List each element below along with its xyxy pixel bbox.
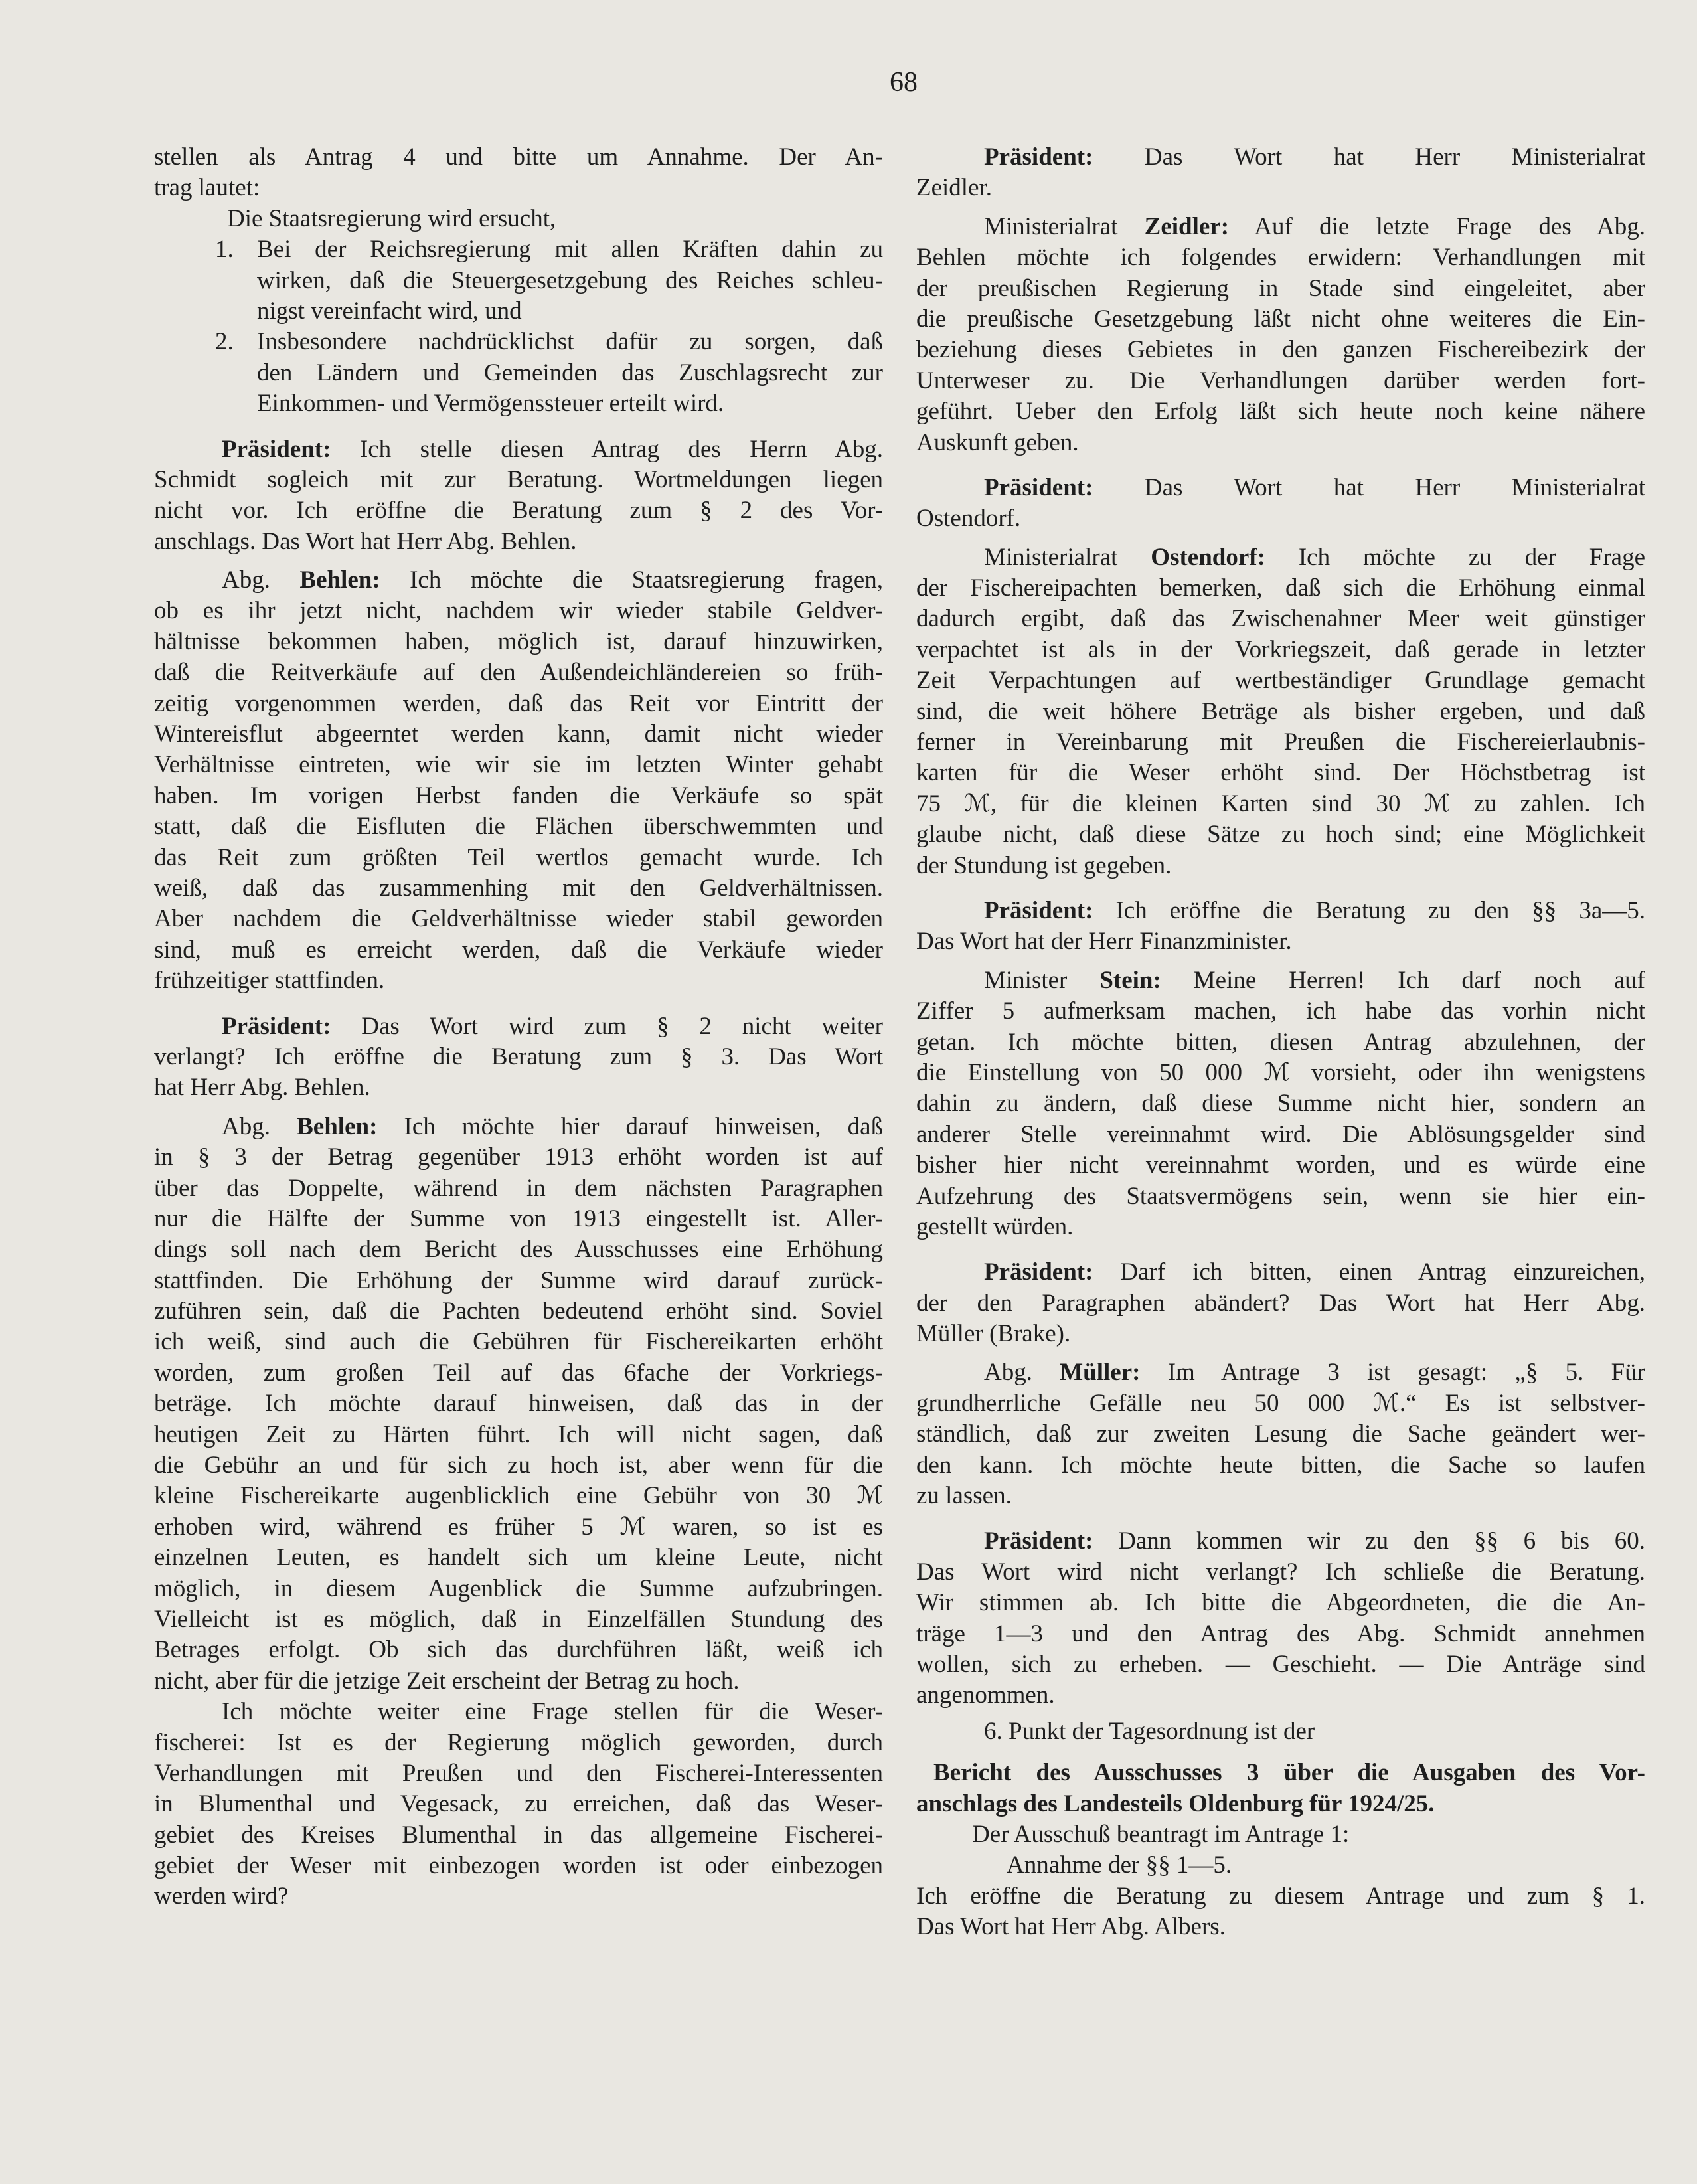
line-text: Aber nachdem die Geldverhältnisse wieder stabil geworden bbox=[154, 905, 883, 933]
text-line bbox=[916, 1557, 1645, 1588]
line-text: Auskunft geben. bbox=[916, 428, 1079, 456]
text-line bbox=[154, 465, 883, 495]
text-line bbox=[916, 274, 1645, 304]
speaker-name: Präsident: bbox=[222, 1012, 331, 1040]
line-text: angenommen. bbox=[916, 1681, 1055, 1709]
line-text: worden, zum großen Teil auf das 6fache der Vorkriegs- bbox=[154, 1359, 883, 1386]
speaker-title: Abg. bbox=[984, 1359, 1060, 1386]
text-line bbox=[916, 665, 1645, 696]
list-number: 2. bbox=[215, 328, 234, 356]
text-line bbox=[154, 1327, 883, 1357]
text-line bbox=[154, 689, 883, 719]
speaker-name: Präsident: bbox=[984, 896, 1093, 924]
text-line bbox=[154, 1512, 883, 1543]
speech-paragraph bbox=[916, 473, 1645, 535]
line-text: die preußische Gesetzgebung läßt nicht ohne weiteres die Ein- bbox=[916, 305, 1645, 333]
line-text: Das Wort wird nicht verlangt? Ich schließe die Beratung. bbox=[916, 1558, 1645, 1586]
line-text: Die Staatsregierung wird ersucht, bbox=[227, 205, 556, 232]
text-line bbox=[154, 358, 883, 388]
line-text: daß die Reitverkäufe auf den Außendeichländereien so früh- bbox=[154, 659, 883, 687]
speaker-name: Präsident: bbox=[984, 1258, 1093, 1286]
text-line bbox=[154, 935, 883, 966]
paragraph bbox=[154, 204, 883, 234]
text-line bbox=[916, 304, 1645, 335]
text-line bbox=[916, 1027, 1645, 1058]
line-text: einzelnen Leuten, es handelt sich um kleine Leute, nicht bbox=[154, 1544, 883, 1572]
paragraph bbox=[916, 1819, 1645, 1850]
text-line bbox=[916, 1419, 1645, 1450]
speech-paragraph bbox=[154, 565, 883, 996]
text-line bbox=[154, 657, 883, 688]
speaker-title: Ministerialrat bbox=[984, 212, 1145, 240]
text-line bbox=[154, 1697, 883, 1727]
line-text: erhoben wird, während es früher 5 ℳ waren, so ist es bbox=[154, 1513, 883, 1541]
text-line bbox=[154, 1204, 883, 1234]
speech-paragraph bbox=[916, 1357, 1645, 1511]
text-line bbox=[154, 1266, 883, 1296]
speaker-name: Ostendorf: bbox=[1151, 543, 1265, 571]
text-line bbox=[916, 926, 1645, 957]
text-line bbox=[154, 1420, 883, 1450]
speaker-name: Behlen: bbox=[299, 566, 380, 594]
line-text: Schmidt sogleich mit zur Beratung. Wortmeldungen liegen bbox=[154, 465, 883, 493]
paragraph bbox=[916, 1717, 1645, 1747]
line-text: weiß, daß das zusammenhing mit den Geldverhältnissen. bbox=[154, 874, 883, 902]
text-line bbox=[154, 173, 883, 203]
line-text: werden wird? bbox=[154, 1883, 289, 1910]
line-text: Unterweser zu. Die Verhandlungen darüber werden fort- bbox=[916, 367, 1645, 394]
paragraph bbox=[916, 1881, 1645, 1943]
paragraph bbox=[154, 327, 883, 419]
text-line bbox=[916, 1481, 1645, 1511]
text-line bbox=[916, 1789, 1645, 1819]
line-text: der preußischen Regierung in Stade sind eingeleitet, aber bbox=[916, 274, 1645, 302]
line-text: Ich eröffne die Beratung zu diesem Antrage und zum § 1. bbox=[916, 1882, 1645, 1910]
line-text: geführt. Ueber den Erfolg läßt sich heute noch keine nähere bbox=[916, 398, 1645, 426]
line-text: Dann kommen wir zu den §§ 6 bis 60. bbox=[1093, 1527, 1645, 1555]
line-text: Im Antrage 3 ist gesagt: „§ 5. Für bbox=[1140, 1359, 1645, 1386]
line-text: Wir stimmen ab. Ich bitte die Abgeordneten, die die An- bbox=[916, 1589, 1645, 1617]
text-line bbox=[916, 1319, 1645, 1349]
line-text: statt, daß die Eisfluten die Flächen überschwemmten und bbox=[154, 813, 883, 841]
text-line bbox=[916, 789, 1645, 819]
text-line bbox=[154, 1543, 883, 1573]
line-text: anschlags des Landesteils Oldenburg für 1924/25. bbox=[916, 1790, 1435, 1817]
line-text: den kann. Ich möchte heute bitten, die Sache so laufen bbox=[916, 1451, 1645, 1479]
text-line bbox=[916, 1912, 1645, 1942]
line-text: Ziffer 5 aufmerksam machen, ich habe das vorhin nicht bbox=[916, 997, 1645, 1025]
line-text: beziehung dieses Gebietes in den ganzen Fischereibezirk der bbox=[916, 336, 1645, 364]
text-line bbox=[916, 1819, 1645, 1850]
text-line bbox=[916, 142, 1645, 173]
text-line bbox=[154, 527, 883, 557]
line-text: Das Wort hat Herr Ministerialrat bbox=[1093, 143, 1645, 171]
line-text: 6. Punkt der Tagesordnung ist der bbox=[984, 1717, 1315, 1745]
text-line bbox=[154, 627, 883, 657]
text-line bbox=[916, 1526, 1645, 1556]
text-line bbox=[916, 819, 1645, 850]
speaker-title: Ministerialrat bbox=[984, 543, 1151, 571]
text-line bbox=[916, 851, 1645, 881]
line-text: hat Herr Abg. Behlen. bbox=[154, 1074, 370, 1102]
line-text: frühzeitiger stattfinden. bbox=[154, 967, 385, 995]
line-text: Zeit Verpachtungen auf wertbeständiger Grundlage gemacht bbox=[916, 667, 1645, 695]
line-text: Müller (Brake). bbox=[916, 1320, 1071, 1348]
line-text: Das Wort wird zum § 2 nicht weiter bbox=[331, 1012, 883, 1040]
text-line bbox=[916, 1717, 1645, 1747]
text-line bbox=[916, 173, 1645, 203]
speaker-title: Minister bbox=[984, 966, 1100, 994]
text-line bbox=[916, 1212, 1645, 1242]
speaker-title: Abg. bbox=[222, 566, 300, 594]
line-text: Behlen möchte ich folgendes erwidern: Verhandlungen mit bbox=[916, 244, 1645, 272]
text-line bbox=[916, 996, 1645, 1027]
line-text: sind, die weit höhere Beträge als bisher ergeben, und daß bbox=[916, 697, 1645, 725]
line-text: in § 3 der Betrag gegenüber 1913 erhöht worden ist auf bbox=[154, 1143, 883, 1171]
text-line bbox=[154, 1851, 883, 1881]
speaker-name: Stein: bbox=[1099, 966, 1161, 994]
text-line bbox=[154, 750, 883, 780]
text-line bbox=[154, 234, 883, 265]
text-line bbox=[154, 1820, 883, 1851]
line-text: Aufzehrung des Staatsvermögens sein, wenn sie hier ein- bbox=[916, 1182, 1645, 1210]
text-line bbox=[154, 843, 883, 873]
line-text: den Ländern und Gemeinden das Zuschlagsrecht zur bbox=[257, 359, 883, 386]
speech-paragraph bbox=[916, 896, 1645, 958]
line-text: Ich eröffne die Beratung zu den §§ 3a—5. bbox=[1093, 896, 1645, 924]
text-line bbox=[154, 1358, 883, 1388]
text-line bbox=[154, 1789, 883, 1819]
text-line bbox=[154, 1042, 883, 1072]
text-line bbox=[154, 904, 883, 934]
line-text: möglich, in diesem Augenblick die Summe aufzubringen. bbox=[154, 1574, 883, 1602]
line-text: Bericht des Ausschusses 3 über die Ausgaben des Vor- bbox=[933, 1759, 1645, 1787]
text-line bbox=[154, 1481, 883, 1511]
text-line bbox=[916, 1357, 1645, 1388]
text-line bbox=[916, 1058, 1645, 1088]
line-text: zuführen sein, daß die Pachten bedeutend erhöht sind. Soviel bbox=[154, 1298, 883, 1325]
line-text: Das Wort hat Herr Ministerialrat bbox=[1093, 473, 1645, 501]
text-line bbox=[154, 1604, 883, 1635]
line-text: Ich möchte hier darauf hinweisen, daß bbox=[377, 1112, 883, 1140]
text-line bbox=[154, 266, 883, 296]
text-line bbox=[154, 1881, 883, 1912]
text-line bbox=[916, 1649, 1645, 1680]
line-text: Zeidler. bbox=[916, 174, 993, 202]
text-line bbox=[916, 896, 1645, 926]
text-line bbox=[154, 1112, 883, 1142]
speech-paragraph bbox=[916, 1526, 1645, 1711]
line-text: sind, muß es erreicht werden, daß die Verkäufe wieder bbox=[154, 936, 883, 964]
line-text: stellen als Antrag 4 und bitte um Annahme. Der An- bbox=[154, 143, 883, 171]
text-line bbox=[916, 697, 1645, 727]
text-line bbox=[154, 811, 883, 842]
text-line bbox=[916, 1120, 1645, 1150]
text-line bbox=[916, 1758, 1645, 1788]
line-text: die Einstellung von 50 000 ℳ vorsieht, oder ihn wenigstens bbox=[916, 1058, 1645, 1086]
text-line bbox=[154, 1666, 883, 1697]
line-text: verpachtet ist als in der Vorkriegszeit, daß gerade in letzter bbox=[916, 635, 1645, 663]
right-column bbox=[916, 142, 1645, 1942]
text-line bbox=[916, 1288, 1645, 1319]
line-text: 75 ℳ, für die kleinen Karten sind 30 ℳ zu zahlen. Ich bbox=[916, 790, 1645, 817]
text-line bbox=[154, 966, 883, 996]
line-text: der Stundung ist gegeben. bbox=[916, 851, 1172, 879]
line-text: glaube nicht, daß diese Sätze zu hoch sind; eine Möglichkeit bbox=[916, 821, 1645, 849]
text-line bbox=[916, 1257, 1645, 1288]
line-text: ferner in Vereinbarung mit Preußen die Fischereierlaubnis- bbox=[916, 728, 1645, 756]
line-text: Auf die letzte Frage des Abg. bbox=[1229, 212, 1646, 240]
text-line bbox=[916, 1850, 1645, 1881]
text-line bbox=[154, 388, 883, 419]
text-line bbox=[916, 1619, 1645, 1649]
left-column bbox=[154, 142, 883, 1912]
line-text: gebiet der Weser mit einbezogen worden ist oder einbezogen bbox=[154, 1852, 883, 1880]
text-line bbox=[916, 366, 1645, 396]
line-text: fischerei: Ist es der Regierung möglich geworden, durch bbox=[154, 1728, 883, 1756]
text-line bbox=[916, 1088, 1645, 1119]
text-line bbox=[916, 966, 1645, 996]
text-line bbox=[154, 1142, 883, 1173]
text-line bbox=[154, 327, 883, 357]
line-text: Der Ausschuß beantragt im Antrage 1: bbox=[972, 1820, 1350, 1848]
line-text: nicht vor. Ich eröffne die Beratung zum § 2 des Vor- bbox=[154, 497, 883, 525]
speaker-name: Präsident: bbox=[984, 473, 1093, 501]
text-line bbox=[154, 873, 883, 904]
text-line bbox=[916, 503, 1645, 534]
line-text: dahin zu ändern, daß diese Summe nicht hier, sondern an bbox=[916, 1090, 1645, 1118]
text-line bbox=[916, 1388, 1645, 1419]
text-line bbox=[154, 1450, 883, 1481]
line-text: träge 1—3 und den Antrag des Abg. Schmidt annehmen bbox=[916, 1620, 1645, 1647]
line-text: Ich möchte weiter eine Frage stellen für die Weser- bbox=[222, 1698, 883, 1726]
speaker-name: Präsident: bbox=[984, 143, 1093, 171]
line-text: nigst vereinfacht wird, und bbox=[257, 297, 522, 325]
speech-paragraph bbox=[154, 1011, 883, 1104]
line-text: Vielleicht ist es möglich, daß in Einzelfällen Stundung des bbox=[154, 1605, 883, 1633]
text-line bbox=[916, 473, 1645, 503]
paragraph bbox=[154, 1697, 883, 1912]
text-line bbox=[916, 573, 1645, 604]
list-number: 1. bbox=[215, 236, 234, 264]
text-line bbox=[916, 428, 1645, 458]
line-text: gebiet des Kreises Blumenthal in das allgemeine Fischerei- bbox=[154, 1821, 883, 1849]
line-text: ob es ihr jetzt nicht, nachdem wir wieder stabile Geldver- bbox=[154, 597, 883, 625]
text-line bbox=[154, 1388, 883, 1419]
paragraph bbox=[154, 234, 883, 327]
line-text: grundherrliche Gefälle neu 50 000 ℳ.“ Es ist selbstver- bbox=[916, 1389, 1645, 1417]
text-line bbox=[154, 719, 883, 750]
text-line bbox=[154, 1635, 883, 1665]
text-line bbox=[154, 596, 883, 626]
speech-paragraph bbox=[916, 212, 1645, 458]
text-line bbox=[916, 335, 1645, 365]
text-line bbox=[916, 758, 1645, 788]
line-text: dings soll nach dem Bericht des Ausschusses eine Erhöhung bbox=[154, 1236, 883, 1264]
line-text: in Blumenthal und Vegesack, zu erreichen, daß das Weser- bbox=[154, 1790, 883, 1818]
line-text: gestellt würden. bbox=[916, 1213, 1074, 1240]
line-text: das Reit zum größten Teil wertlos gemacht wurde. Ich bbox=[154, 843, 883, 871]
speech-paragraph bbox=[916, 1257, 1645, 1349]
paragraph bbox=[916, 1758, 1645, 1819]
line-text: anderer Stelle vereinnahmt wird. Die Ablösungsgelder sind bbox=[916, 1120, 1645, 1148]
line-text: die Gebühr an und für sich zu hoch ist, aber wenn für die bbox=[154, 1452, 883, 1479]
paragraph bbox=[916, 1850, 1645, 1881]
line-text: verlangt? Ich eröffne die Beratung zum § 3. Das Wort bbox=[154, 1043, 883, 1070]
text-line bbox=[916, 242, 1645, 273]
line-text: Wintereisflut abgeerntet werden kann, damit nicht wieder bbox=[154, 720, 883, 748]
text-line bbox=[154, 204, 883, 234]
line-text: der Fischereipachten bemerken, daß sich die Erhöhung einmal bbox=[916, 574, 1645, 602]
line-text: über das Doppelte, während in dem nächsten Paragraphen bbox=[154, 1174, 883, 1202]
line-text: Meine Herren! Ich darf noch auf bbox=[1161, 966, 1645, 994]
text-line bbox=[916, 543, 1645, 573]
text-line bbox=[916, 212, 1645, 242]
paragraph bbox=[154, 142, 883, 204]
text-line bbox=[154, 1728, 883, 1758]
line-text: karten für die Weser erhöht sind. Der Höchstbetrag ist bbox=[916, 759, 1645, 787]
speech-paragraph bbox=[154, 1112, 883, 1697]
speaker-title: Abg. bbox=[222, 1112, 297, 1140]
line-text: Ich möchte zu der Frage bbox=[1265, 543, 1646, 571]
text-line bbox=[154, 1296, 883, 1327]
line-text: Insbesondere nachdrücklichst dafür zu sorgen, daß bbox=[257, 328, 883, 356]
line-text: Einkommen- und Vermögenssteuer erteilt wird. bbox=[257, 390, 724, 418]
text-line bbox=[916, 1680, 1645, 1711]
text-line bbox=[154, 1173, 883, 1204]
text-line bbox=[154, 1011, 883, 1042]
line-text: trag lautet: bbox=[154, 174, 260, 202]
page-number: 68 bbox=[890, 67, 918, 98]
line-text: Darf ich bitten, einen Antrag einzureichen, bbox=[1093, 1258, 1645, 1286]
text-line bbox=[916, 396, 1645, 427]
text-line bbox=[154, 434, 883, 465]
line-text: Annahme der §§ 1—5. bbox=[1007, 1851, 1232, 1879]
line-text: Verhältnisse eintreten, wie wir sie im letzten Winter gehabt bbox=[154, 751, 883, 779]
line-text: ständlich, daß zur zweiten Lesung die Sache geändert wer- bbox=[916, 1420, 1645, 1448]
text-line bbox=[916, 1181, 1645, 1212]
text-line bbox=[154, 495, 883, 526]
line-text: beträge. Ich möchte darauf hinweisen, daß das in der bbox=[154, 1390, 883, 1418]
text-line bbox=[154, 1234, 883, 1265]
text-line bbox=[154, 1072, 883, 1103]
line-text: der den Paragraphen abändert? Das Wort hat Herr Abg. bbox=[916, 1289, 1645, 1317]
text-line bbox=[916, 1588, 1645, 1618]
speech-paragraph bbox=[916, 543, 1645, 881]
text-line bbox=[916, 604, 1645, 634]
text-line bbox=[916, 1881, 1645, 1912]
line-text: nur die Hälfte der Summe von 1913 eingestellt ist. Aller- bbox=[154, 1205, 883, 1232]
line-text: stattfinden. Die Erhöhung der Summe wird darauf zurück- bbox=[154, 1266, 883, 1294]
text-line bbox=[154, 1574, 883, 1604]
line-text: kleine Fischereikarte augenblicklich eine Gebühr von 30 ℳ bbox=[154, 1482, 883, 1510]
speaker-name: Behlen: bbox=[297, 1112, 378, 1140]
line-text: haben. Im vorigen Herbst fanden die Verkäufe so spät bbox=[154, 782, 883, 809]
line-text: Ich stelle diesen Antrag des Herrn Abg. bbox=[331, 435, 883, 463]
line-text: Betrages erfolgt. Ob sich das durchführen läßt, weiß ich bbox=[154, 1636, 883, 1664]
text-line bbox=[916, 1150, 1645, 1181]
line-text: Verhandlungen mit Preußen und den Fischerei-Interessenten bbox=[154, 1759, 883, 1787]
text-line bbox=[154, 296, 883, 327]
line-text: Das Wort hat der Herr Finanzminister. bbox=[916, 928, 1292, 956]
line-text: anschlags. Das Wort hat Herr Abg. Behlen. bbox=[154, 527, 577, 555]
text-line bbox=[154, 565, 883, 596]
speech-paragraph bbox=[916, 142, 1645, 204]
text-line bbox=[154, 781, 883, 811]
text-line bbox=[916, 727, 1645, 758]
line-text: bisher hier nicht vereinnahmt worden, und es würde eine bbox=[916, 1151, 1645, 1179]
line-text: wollen, sich zu erheben. — Geschieht. — Die Anträge sind bbox=[916, 1650, 1645, 1678]
line-text: nicht, aber für die jetzige Zeit erscheint der Betrag zu hoch. bbox=[154, 1667, 740, 1695]
speaker-name: Präsident: bbox=[222, 435, 331, 463]
speaker-name: Präsident: bbox=[984, 1527, 1093, 1555]
line-text: Bei der Reichsregierung mit allen Kräften dahin zu bbox=[257, 236, 883, 264]
line-text: dadurch ergibt, daß das Zwischenahner Meer weit günstiger bbox=[916, 605, 1645, 633]
speech-paragraph bbox=[916, 966, 1645, 1243]
line-text: Ostendorf. bbox=[916, 505, 1021, 533]
speaker-name: Zeidler: bbox=[1144, 212, 1230, 240]
line-text: zeitig vorgenommen werden, daß das Reit vor Eintritt der bbox=[154, 689, 883, 717]
line-text: ich weiß, sind auch die Gebühren für Fischereikarten erhöht bbox=[154, 1328, 883, 1356]
speech-paragraph bbox=[154, 434, 883, 558]
text-line bbox=[154, 1758, 883, 1789]
text-line bbox=[154, 142, 883, 173]
text-line bbox=[916, 1450, 1645, 1481]
line-text: Ich möchte die Staatsregierung fragen, bbox=[380, 566, 883, 594]
speaker-name: Müller: bbox=[1060, 1359, 1141, 1386]
line-text: zu lassen. bbox=[916, 1482, 1012, 1510]
line-text: hältnisse bekommen haben, möglich ist, darauf hinzuwirken, bbox=[154, 628, 883, 655]
line-text: getan. Ich möchte bitten, diesen Antrag abzulehnen, der bbox=[916, 1028, 1645, 1056]
line-text: wirken, daß die Steuergesetzgebung des Reiches schleu- bbox=[257, 266, 883, 294]
text-line bbox=[916, 635, 1645, 665]
line-text: Das Wort hat Herr Abg. Albers. bbox=[916, 1913, 1226, 1941]
line-text: heutigen Zeit zu Härten führt. Ich will nicht sagen, daß bbox=[154, 1420, 883, 1448]
